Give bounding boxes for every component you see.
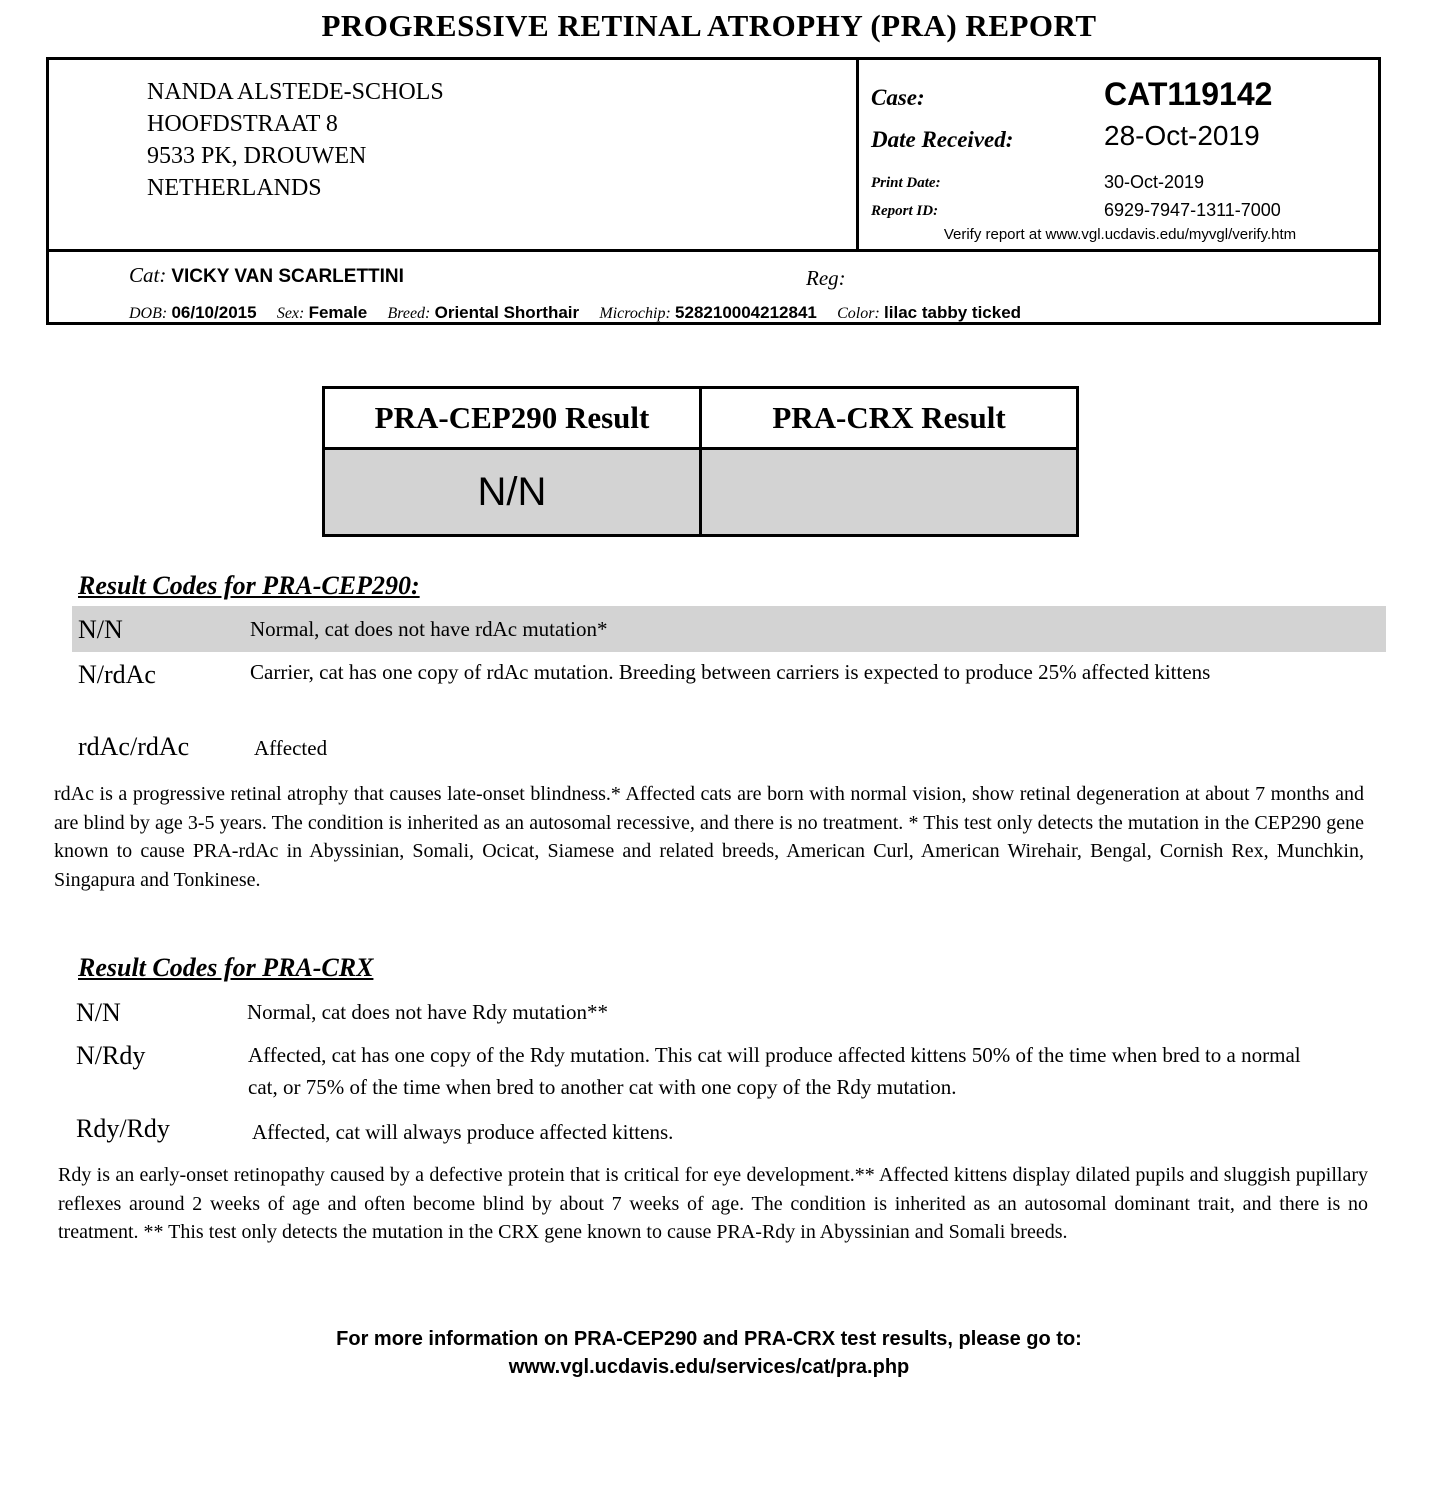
case-value: CAT119142 [1104,76,1273,112]
crx-section-title: Result Codes for PRA-CRX [78,953,374,982]
crx-result-header: PRA-CRX Result [701,388,1078,449]
crx-code-row [72,1112,1386,1152]
code: rdAc/rdAc [78,732,190,761]
owner-name: NANDA ALSTEDE-SCHOLS [147,79,444,105]
crx-code-row [72,1037,1386,1107]
cep290-result-value: N/N [324,449,701,536]
cep290-code-row [72,606,1386,652]
case-panel [856,60,1381,250]
footer-info-text: For more information on PRA-CEP290 and PRA-CRX test results, please go to: [336,1328,1082,1350]
cat-name-row [129,263,404,288]
code: N/N [76,998,121,1027]
code: N/rdAc [78,660,156,689]
owner-country: NETHERLANDS [147,175,322,201]
dob-label: DOB: [129,305,168,322]
code: Rdy/Rdy [76,1114,170,1143]
code-description: Normal, cat does not have Rdy mutation** [247,1000,609,1024]
microchip-label: Microchip: [599,305,671,322]
cep290-explanation: rdAc is a progressive retinal atrophy that causes late-onset blindness.* Affected cats are born with normal vision, show retinal degeneration at about 7 months and are blind by age 3-5 years. The condition is inherited as an autosomal recessive, and there is no treatment. * This test only detects the mutation in the CEP290 gene known to cause PRA-rdAc in Abyssinian, Somali, Ocicat, Siamese and related breeds, American Curl, American Wirehair, Bengal, Cornish Rex, Munchkin, Singapura and Tonkinese. [54,783,1364,891]
sex-value: Female [308,303,368,322]
header-box [46,57,1381,325]
print-date-value: 30-Oct-2019 [1104,172,1205,192]
owner-address [147,76,444,204]
code-description: Carrier, cat has one copy of rdAc mutation. Breeding between carriers is expected to produce 25% affected kittens [250,660,1211,684]
case-label: Case: [871,85,925,110]
code-description: Affected, cat has one copy of the Rdy mutation. This cat will produce affected kittens 50% of the time when bred to a normal cat, or 75% of the time when bred to another cat with one copy of the Rdy mutation. [248,1043,1301,1099]
cep290-code-row [72,728,1386,768]
sex-label: Sex: [276,305,305,322]
crx-code-row [72,994,1386,1034]
report-id-label: Report ID: [871,203,939,219]
report-id-value: 6929-7947-1311-7000 [1104,200,1281,220]
breed-label: Breed: [387,305,431,322]
footer [0,1325,1418,1381]
result-table [322,386,1079,537]
crx-explanation: Rdy is an early-onset retinopathy caused by a defective protein that is critical for eye development.** Affected kittens display dilated pupils and sluggish pupillary reflexes around 2 weeks of age and often become blind by about 7 weeks of age. The condition is inherited as an autosomal dominant trait, and there is no treatment. ** This test only detects the mutation in the CRX gene known to cause PRA-Rdy in Abyssinian and Somali breeds. [58,1164,1368,1243]
owner-street: HOOFDSTRAAT 8 [147,111,338,137]
code-description: Affected, cat will always produce affected kittens. [252,1120,674,1144]
code: N/N [78,615,123,644]
cep290-result-header: PRA-CEP290 Result [324,388,701,449]
cat-label: Cat: [129,263,167,287]
crx-result-value [701,449,1078,536]
microchip-value: 528210004212841 [675,303,817,322]
verify-link[interactable]: Verify report at www.vgl.ucdavis.edu/myvgl/verify.htm [943,226,1297,243]
date-received-label: Date Received: [871,127,1014,152]
color-value: lilac tabby ticked [884,303,1022,322]
report-title: PROGRESSIVE RETINAL ATROPHY (PRA) REPORT [321,8,1097,43]
footer-link[interactable]: www.vgl.ucdavis.edu/services/cat/pra.php [508,1356,910,1378]
breed-value: Oriental Shorthair [434,303,580,322]
dob-value: 06/10/2015 [171,303,257,322]
color-label: Color: [837,305,880,322]
animal-details-row [129,303,1037,323]
code-description: Affected [254,736,328,760]
cep290-section-title: Result Codes for PRA-CEP290: [78,571,420,600]
reg-label: Reg: [806,266,846,290]
cep290-code-row [72,654,1386,722]
header-divider [49,249,1378,252]
code: N/Rdy [76,1041,146,1070]
date-received-value: 28-Oct-2019 [1104,120,1260,151]
owner-city: 9533 PK, DROUWEN [147,143,367,169]
print-date-label: Print Date: [871,175,941,191]
code-description: Normal, cat does not have rdAc mutation* [250,617,608,641]
cat-value: VICKY VAN SCARLETTINI [171,266,404,287]
